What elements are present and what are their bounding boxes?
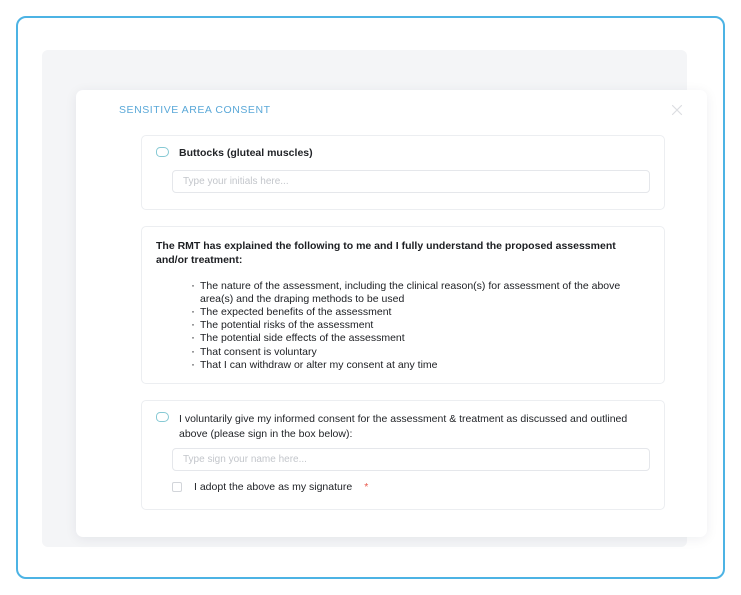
explanation-bullet-list (156, 280, 650, 371)
sensitive-area-consent-modal (76, 90, 707, 537)
sensitive-area-label: Buttocks (gluteal muscles) (179, 147, 313, 159)
list-item: · The nature of the assessment, including the clinical reason(s) for assessment of the above area(s) and the draping methods to be used (191, 280, 650, 305)
sensitive-area-initials-section (141, 135, 665, 210)
page-title: SENSITIVE AREA CONSENT (119, 104, 271, 116)
adopt-signature-checkbox[interactable] (172, 482, 182, 492)
tag-checkbox-icon[interactable] (156, 412, 169, 422)
tag-checkbox-icon[interactable] (156, 147, 169, 157)
list-item: · That consent is voluntary (191, 346, 650, 359)
required-marker: * (364, 481, 369, 493)
list-item: · The potential side effects of the assessment (191, 332, 650, 345)
list-item: · That I can withdraw or alter my consent at any time (191, 359, 650, 372)
explanation-intro-text: The RMT has explained the following to me and I fully understand the proposed assessment and/or treatment: (156, 240, 616, 266)
informed-consent-label: I voluntarily give my informed consent for the assessment & treatment as discussed and outlined above (please sign in the box below): (179, 413, 628, 440)
adopt-signature-label: I adopt the above as my signature (194, 481, 353, 493)
informed-consent-section (141, 400, 665, 510)
signature-name-input[interactable] (172, 448, 650, 471)
modal-body (76, 132, 707, 537)
initials-input[interactable] (172, 170, 650, 193)
list-item: · The potential risks of the assessment (191, 319, 650, 332)
modal-header (76, 90, 707, 132)
rmt-explanation-section (141, 226, 665, 384)
browser-viewport-frame (16, 16, 725, 579)
close-icon[interactable] (669, 102, 685, 118)
list-item: · The expected benefits of the assessment (191, 306, 650, 319)
